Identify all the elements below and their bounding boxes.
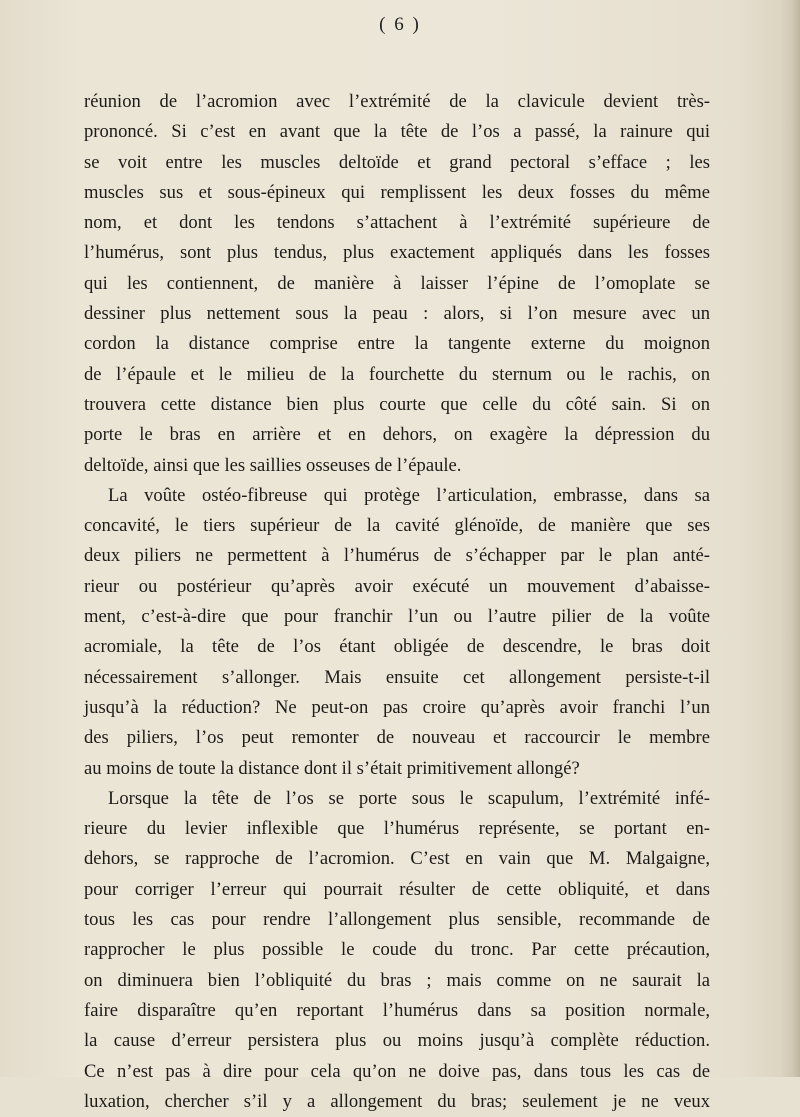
text-line: concavité, le tiers supérieur de la cavité glénoïde, de manière que ses [84, 515, 710, 537]
text-line: on diminuera bien l’obliquité du bras ; mais comme on ne saurait la [84, 969, 710, 991]
text-line: acromiale, la tête de l’os étant obligée de descendre, le bras doit [84, 636, 710, 658]
text-line: de l’épaule et le milieu de la fourchette du sternum ou le rachis, on [84, 363, 710, 385]
text-line: tous les cas pour rendre l’allongement plus sensible, recommande de [84, 909, 710, 931]
text-line: muscles sus et sous-épineux qui remplissent les deux fosses du même [84, 181, 710, 203]
text-line: rapprocher le plus possible le coude du tronc. Par cette précaution, [84, 939, 710, 961]
text-line: dehors, se rapproche de l’acromion. C’est en vain que M. Malgaigne, [84, 848, 710, 870]
text-line: luxation, chercher s’il y a allongement du bras; seulement je ne veux [84, 1090, 710, 1112]
text-line: rieur ou postérieur qu’après avoir exécuté un mouvement d’abaisse- [84, 575, 710, 597]
text-line: Lorsque la tête de l’os se porte sous le scapulum, l’extrémité infé- [108, 787, 710, 809]
text-line: se voit entre les muscles deltoïde et grand pectoral s’efface ; les [84, 151, 710, 173]
text-line: trouvera cette distance bien plus courte que celle du côté sain. Si on [84, 393, 710, 415]
text-line: réunion de l’acromion avec l’extrémité de la clavicule devient très- [84, 91, 710, 112]
page-number: ( 6 ) [379, 14, 421, 35]
text-line: deltoïde, ainsi que les saillies osseuses de l’épaule. [84, 454, 462, 476]
text-line: rieure du levier inflexible que l’humérus représente, se portant en- [84, 818, 710, 840]
text-line: ment, c’est-à-dire que pour franchir l’un ou l’autre pilier de la voûte [84, 606, 710, 628]
text-line: deux piliers ne permettent à l’humérus de s’échapper par le plan anté- [84, 545, 710, 567]
text-line: nom, et dont les tendons s’attachent à l’extrémité supérieure de [84, 212, 710, 234]
text-line: prononcé. Si c’est en avant que la tête de l’os a passé, la rainure qui [84, 121, 710, 143]
text-line: la cause d’erreur persistera plus ou moins jusqu’à complète réduction. [84, 1030, 710, 1052]
text-line: dessiner plus nettement sous la peau : alors, si l’on mesure avec un [84, 303, 710, 325]
text-line: qui les contiennent, de manière à laisser l’épine de l’omoplate se [84, 272, 710, 294]
text-line: porte le bras en arrière et en dehors, on exagère la dépression du [84, 424, 710, 446]
text-line: l’humérus, sont plus tendus, plus exactement appliqués dans les fosses [84, 242, 710, 264]
text-line: faire disparaître qu’en reportant l’humérus dans sa position normale, [84, 999, 710, 1021]
text-line: pour corriger l’erreur qui pourrait résulter de cette obliquité, et dans [84, 878, 710, 900]
text-line: des piliers, l’os peut remonter de nouveau et raccourcir le membre [84, 727, 710, 749]
text-line: au moins de toute la distance dont il s’était primitivement allongé? [84, 757, 580, 779]
body-text [84, 87, 710, 1117]
text-line: nécessairement s’allonger. Mais ensuite cet allongement persiste-t-il [84, 666, 710, 688]
text-line: Ce n’est pas à dire pour cela qu’on ne doive pas, dans tous les cas de [84, 1060, 710, 1082]
text-line: cordon la distance comprise entre la tangente externe du moignon [84, 333, 710, 355]
page-edge-shadow [780, 0, 800, 1077]
text-line: La voûte ostéo-fibreuse qui protège l’articulation, embrasse, dans sa [108, 484, 710, 506]
text-line: jusqu’à la réduction? Ne peut-on pas croire qu’après avoir franchi l’un [84, 696, 710, 718]
